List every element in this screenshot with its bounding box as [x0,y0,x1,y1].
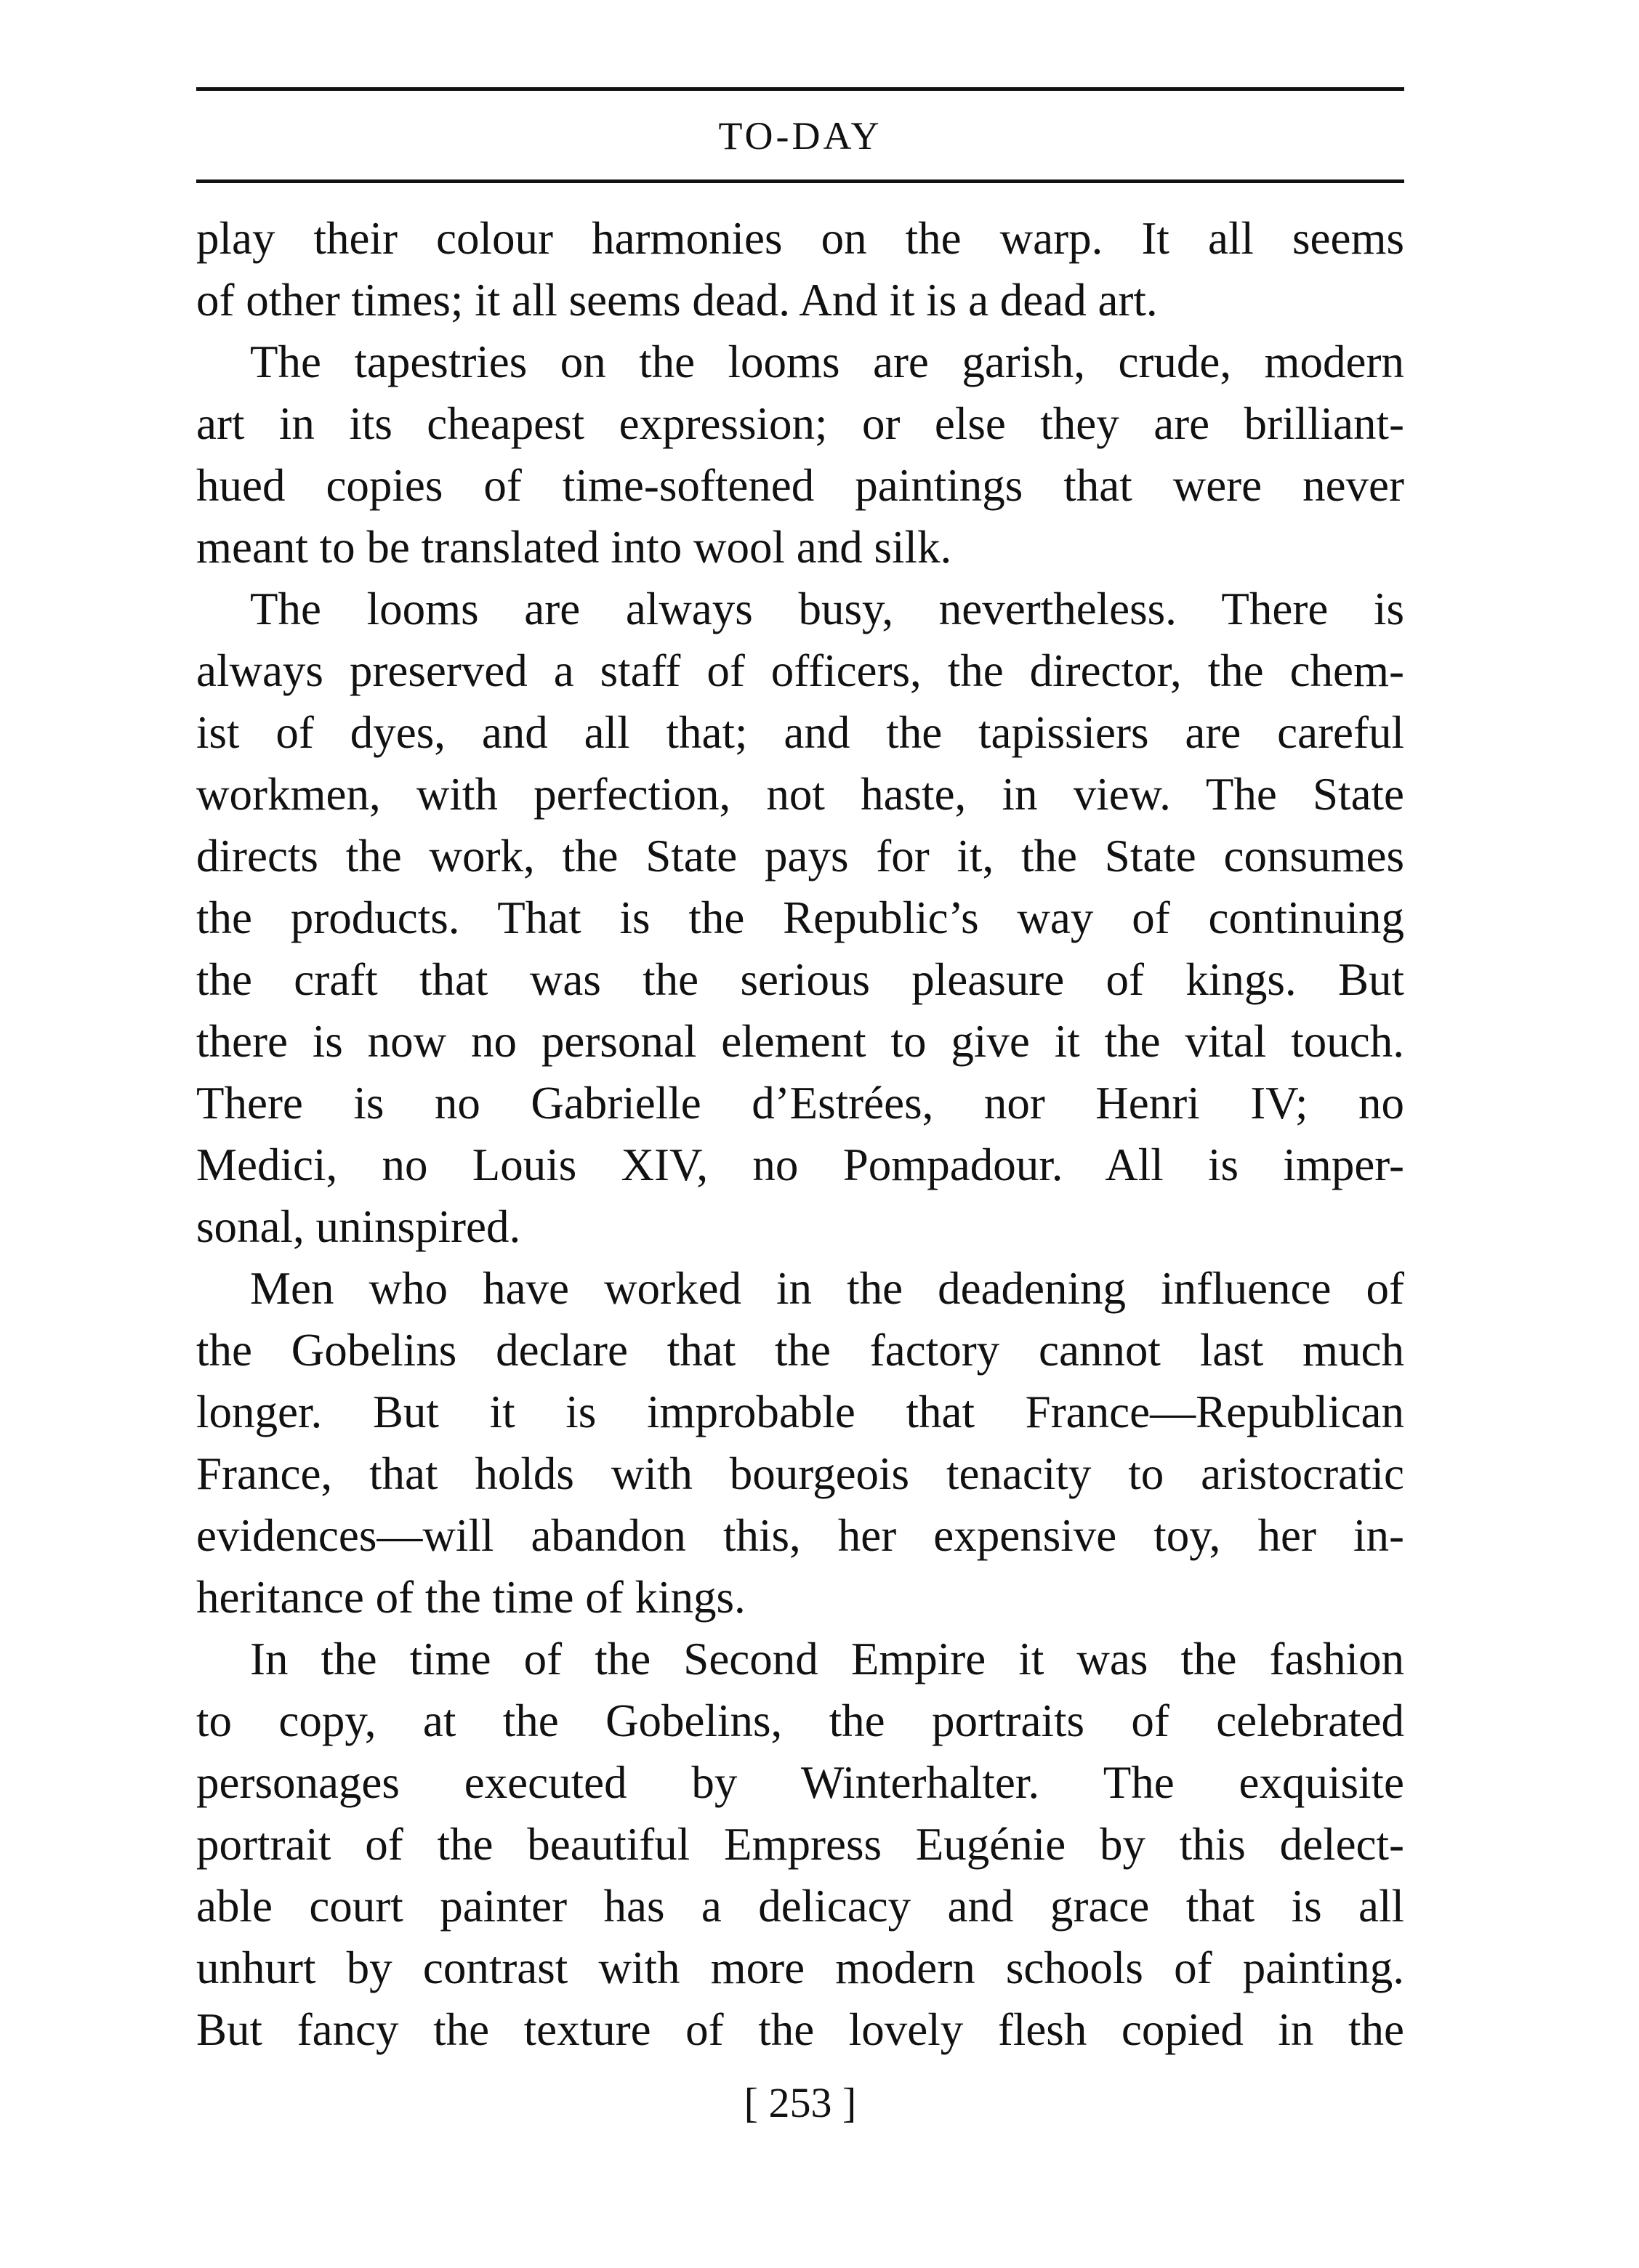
book-page [196,87,1404,2061]
text-line: unhurt by contrast with more modern schools of painting. [196,1942,1404,1993]
text-line: the Gobelins declare that the factory cannot last much [196,1325,1404,1376]
text-line: to copy, at the Gobelins, the portraits of celebrated [196,1695,1404,1746]
text-line: Medici, no Louis XIV, no Pompadour. All is imper- [196,1139,1404,1190]
text-line: workmen, with perfection, not haste, in view. The State [196,769,1404,820]
text-line: hued copies of time-softened paintings that were never [196,460,1404,511]
page-number: [ 253 ] [744,2079,857,2126]
text-line: able court painter has a delicacy and grace that is all [196,1881,1404,1932]
text-line: art in its cheapest expression; or else they are brilliant- [196,398,1404,449]
text-line: there is now no personal element to give it the vital touch. [196,1016,1404,1067]
text-line: portrait of the beautiful Empress Eugénie by this delect- [196,1819,1404,1870]
text-line: the craft that was the serious pleasure of kings. But [196,954,1404,1005]
text-line: play their colour harmonies on the warp. It all seems [196,213,1404,264]
text-line: There is no Gabrielle d’Estrées, nor Henri IV; no [196,1078,1404,1129]
text-line: But fancy the texture of the lovely flesh copied in the [196,2004,1404,2055]
text-line: of other times; it all seems dead. And it is a dead art. [196,275,1158,326]
text-line: In the time of the Second Empire it was the fashion [250,1634,1404,1684]
text-line: directs the work, the State pays for it, the State consumes [196,831,1404,881]
text-line: The tapestries on the looms are garish, crude, modern [250,336,1404,387]
text-line: The looms are always busy, nevertheless. There is [250,584,1404,634]
text-line: evidences—will abandon this, her expensive toy, her in- [196,1510,1404,1561]
text-line: longer. But it is improbable that France—Republican [196,1387,1404,1437]
text-line: France, that holds with bourgeois tenacity to aristocratic [196,1448,1404,1499]
text-line: personages executed by Winterhalter. The exquisite [196,1757,1404,1808]
text-line: the products. That is the Republic’s way of continuing [196,892,1404,943]
text-line: sonal, uninspired. [196,1201,521,1252]
text-line: Men who have worked in the deadening influence of [250,1263,1404,1314]
text-line: always preserved a staff of officers, the director, the chem- [196,645,1404,696]
text-line: meant to be translated into wool and silk. [196,522,952,573]
body-text [196,208,1404,2061]
text-line: ist of dyes, and all that; and the tapissiers are careful [196,707,1404,758]
running-head: TO-DAY [718,114,882,158]
header-rule [196,179,1404,183]
text-line: heritance of the time of kings. [196,1572,746,1623]
